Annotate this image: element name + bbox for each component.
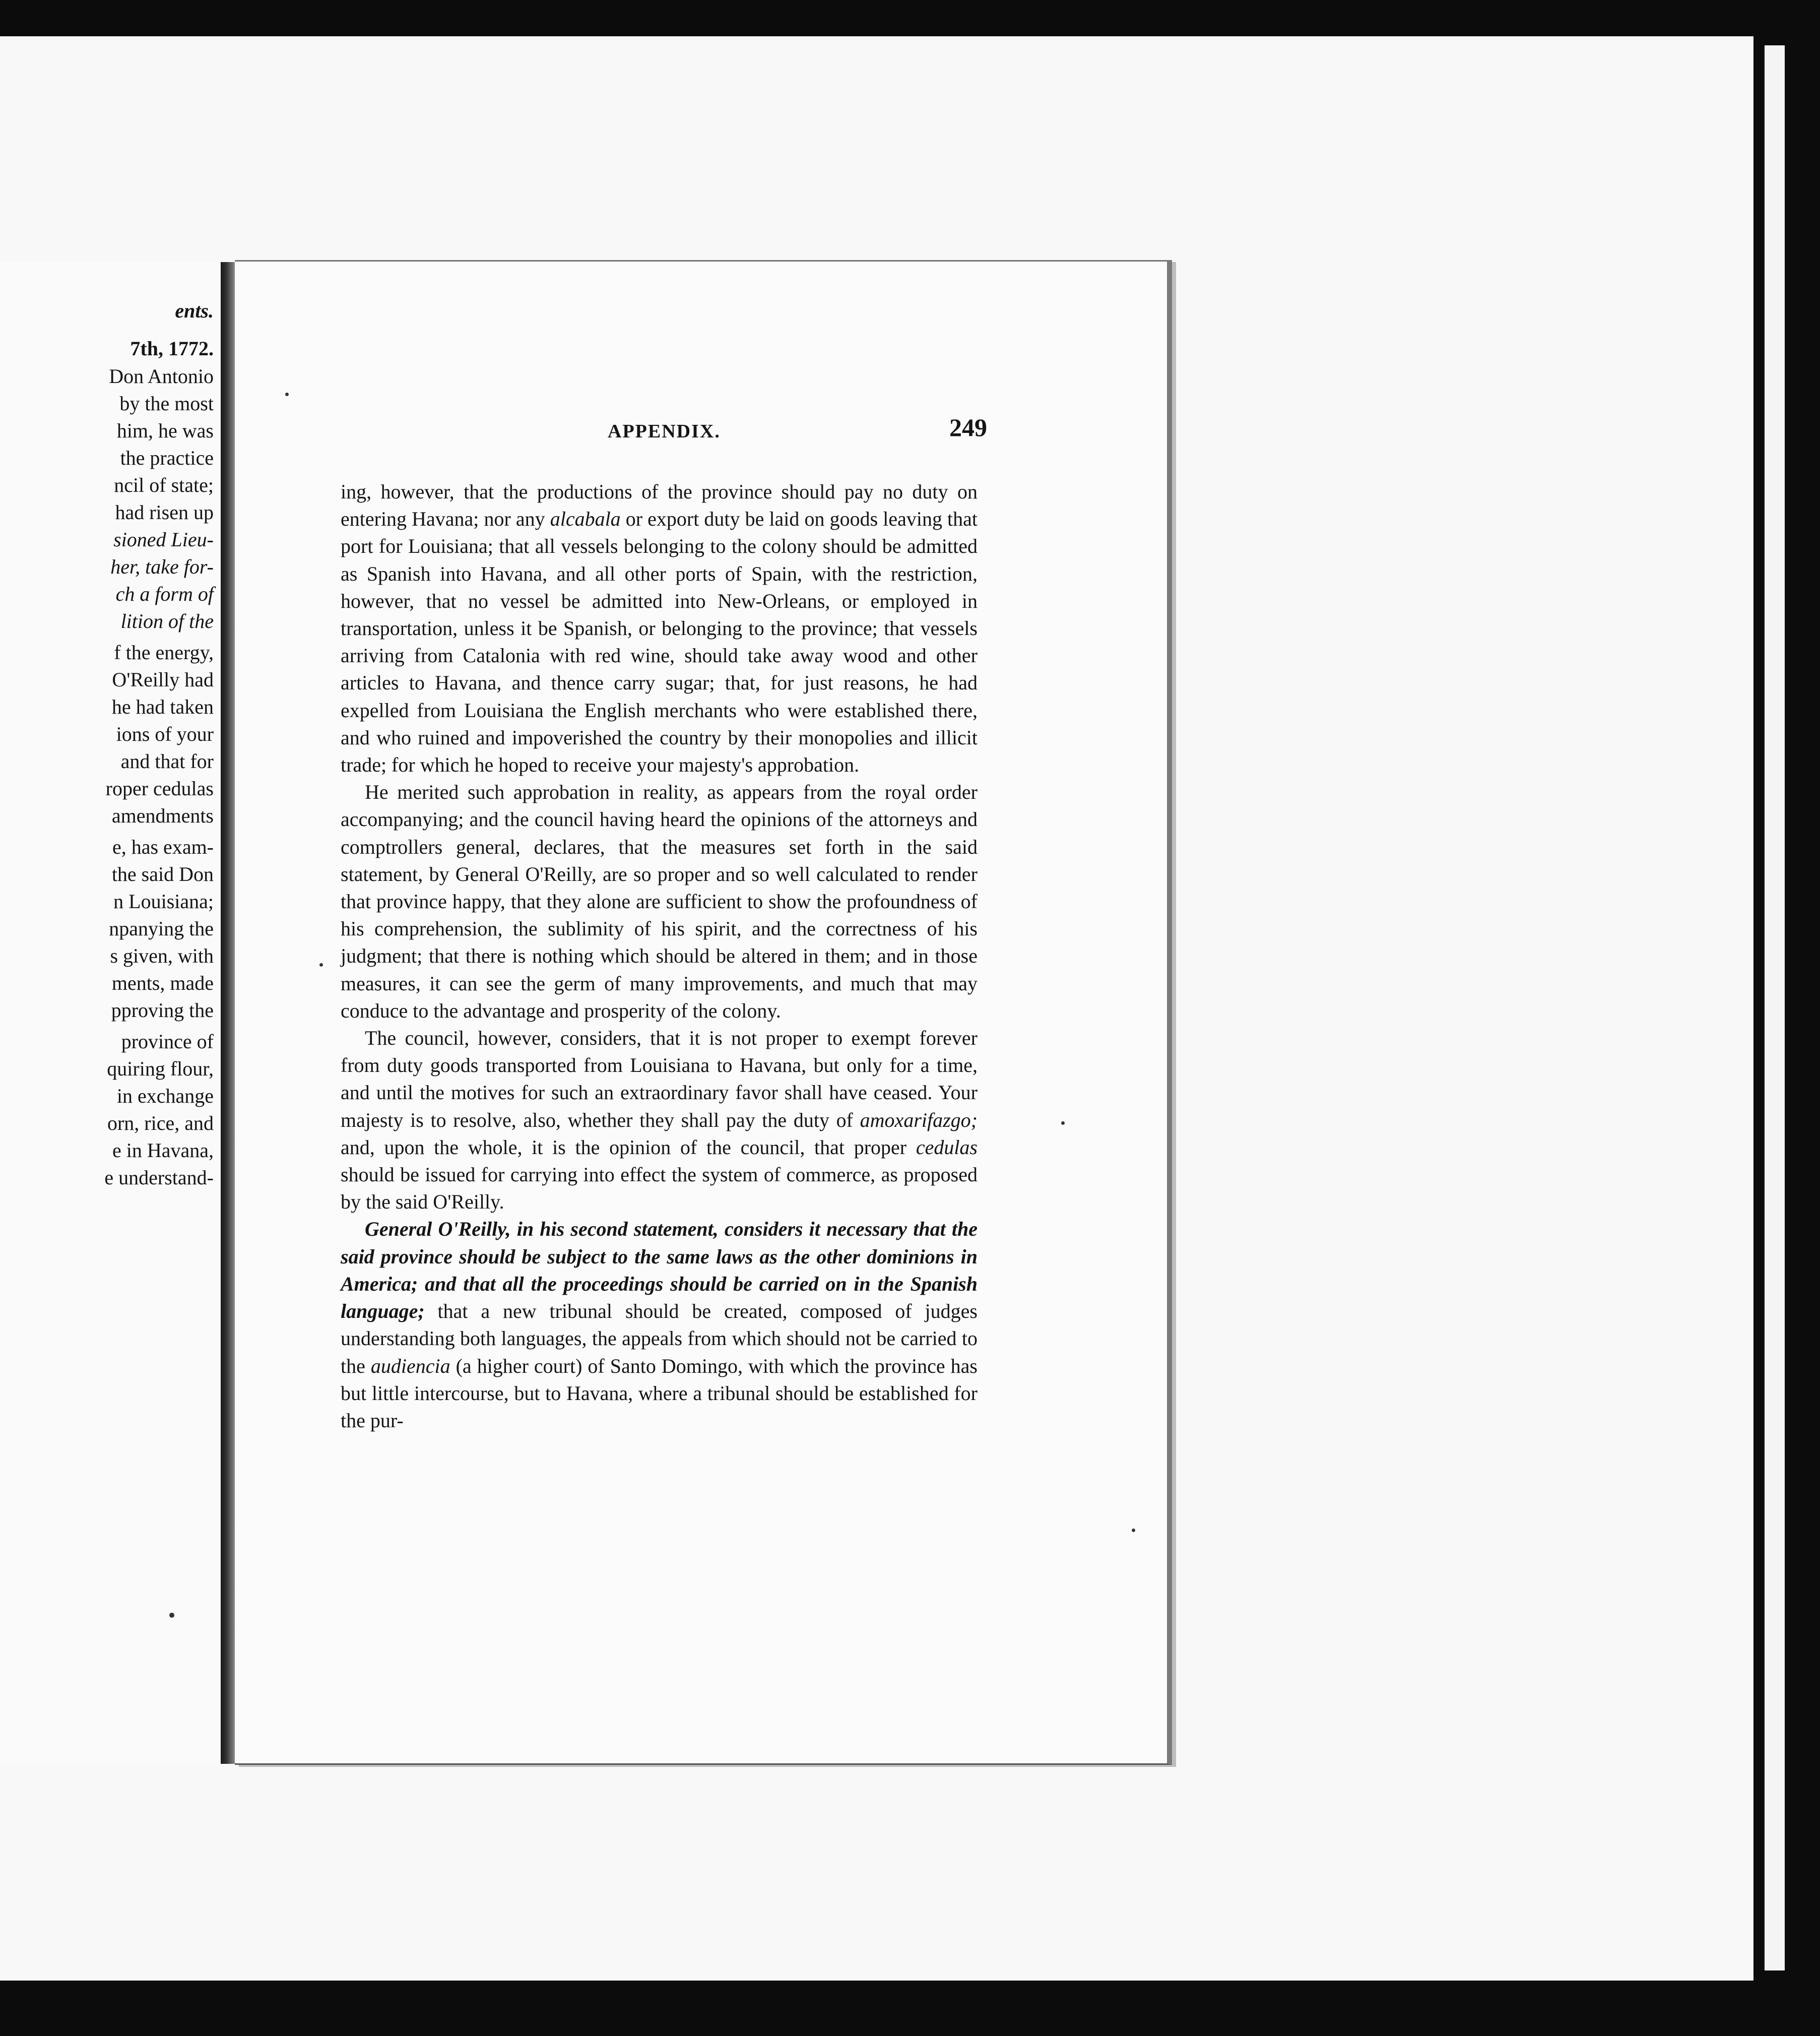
paragraph (341, 1216, 978, 1434)
body-text (341, 478, 978, 1434)
left-page-line: in exchange (116, 1085, 214, 1107)
scan-border-top (0, 0, 1820, 36)
book-spine-gutter (221, 262, 235, 1764)
scan-speck (1061, 1121, 1065, 1125)
left-page-line: ions of your (116, 723, 214, 745)
previous-page-fragment (0, 262, 222, 1764)
paragraph (341, 478, 978, 779)
left-page-line: e understand- (104, 1166, 214, 1189)
text-run: should be issued for carrying into effect the system of commerce, as proposed by the said O'Reilly. (341, 1163, 978, 1214)
adjacent-frame-strip (1763, 45, 1785, 1970)
left-page-line: amendments (111, 804, 214, 827)
text-run: He merited such approbation in reality, as appears from the royal order accompanying; and the council having heard the opinions of the attorneys and comptrollers general, declares, that the measures set forth in the said statement, by General O'Reilly, are so proper and so well calculated to render that province happy, that they alone are sufficient to show the profoundness of his comprehension, the sublimity of his spirit, and the correctness of his judgment; that there is nothing which should be altered in them; and in those measures, it can see the germ of many improvements, and much that may conduce to the advantage and prosperity of the colony. (341, 781, 978, 1022)
book-page (235, 260, 1172, 1765)
left-page-line: Don Antonio (109, 365, 214, 388)
left-page-line: by the most (119, 392, 214, 415)
left-page-line: and that for (120, 750, 214, 773)
left-page-line: orn, rice, and (107, 1112, 214, 1134)
left-page-line: roper cedulas (105, 777, 214, 800)
left-page-line: sioned Lieu- (113, 528, 214, 551)
paragraph (341, 779, 978, 1025)
text-run: that a new tribunal should be created, composed of judges understanding both languages, the appeals from which should not be carried to the (341, 1300, 978, 1377)
left-page-line: npanying the (109, 917, 214, 940)
left-page-line: e in Havana, (112, 1139, 214, 1162)
paragraph (341, 1025, 978, 1216)
left-page-line: O'Reilly had (112, 668, 214, 691)
running-head: APPENDIX. (608, 421, 721, 442)
left-page-line: had risen up (115, 501, 214, 524)
left-page-line: the said Don (111, 863, 214, 885)
left-page-line: lition of the (120, 610, 214, 632)
left-page-line: quiring flour, (107, 1057, 214, 1080)
text-run: or export duty be laid on goods leaving that port for Louisiana; that all vessels belonging to the colony should be admitted as Spanish into Havana, and all other ports of Spain, with the restriction, however, that no vessel be admitted into New-Orleans, or employed in transportation, unless it be Spanish, or belonging to the province; that vessels arriving from Catalonia with red wine, should take away wood and other articles to Havana, and thence carry sugar; that, for just reasons, he had expelled from Louisiana the English merchants who were established there, and who ruined and impoverished the country by their monopolies and illicit trade; for which he hoped to receive your majesty's approbation. (341, 507, 978, 777)
left-page-line: ments, made (111, 972, 214, 994)
page-number: 249 (949, 413, 987, 441)
scan-speck (169, 1613, 174, 1618)
left-page-line: e, has exam- (112, 836, 214, 858)
text-run: and, upon the whole, it is the opinion of the council, that proper (341, 1135, 916, 1159)
left-page-line: province of (121, 1030, 214, 1053)
left-page-line: he had taken (111, 695, 214, 718)
emphasized-text: cedulas (916, 1135, 978, 1159)
emphasized-text: amoxarifazgo; (860, 1108, 978, 1131)
left-page-line: 7th, 1772. (130, 337, 214, 360)
left-page-line: the practice (120, 447, 214, 469)
scan-border-bottom (0, 1981, 1820, 2036)
left-page-line: him, he was (116, 419, 214, 442)
left-page-line: f the energy, (114, 641, 214, 664)
left-page-line: s given, with (110, 944, 214, 967)
scan-speck (1132, 1529, 1135, 1532)
emphasized-text: alcabala (550, 507, 621, 531)
emphasized-text: General O'Reilly, in his second statement, considers it necessary that the said province should be subject to the same laws as the other dominions in America; and that all the proceedings should be carried on in the Spanish language; (341, 1218, 978, 1323)
left-page-line: ents. (175, 299, 214, 322)
text-run: The council, however, considers, that it is not proper to exempt forever from duty goods transported from Louisiana to Havana, but only for a time, and until the motives for such an extraordinary favor shall have ceased. Your majesty is to resolve, also, whether they shall pay the duty of (341, 1027, 978, 1131)
text-run: ing, however, that the productions of the province should pay no duty on entering Havana; nor any (341, 480, 978, 531)
left-page-line: her, take for- (110, 555, 214, 578)
left-page-line: pproving the (111, 999, 214, 1022)
text-run: (a higher court) of Santo Domingo, with which the province has but little intercourse, but to Havana, where a tribunal should be established for the pur- (341, 1354, 978, 1432)
left-page-line: ncil of state; (114, 474, 214, 496)
left-page-line: n Louisiana; (113, 890, 214, 913)
scan-speck (285, 393, 289, 396)
scan-speck (319, 963, 323, 967)
left-page-line: ch a form of (115, 583, 214, 605)
emphasized-text: audiencia (370, 1354, 450, 1377)
